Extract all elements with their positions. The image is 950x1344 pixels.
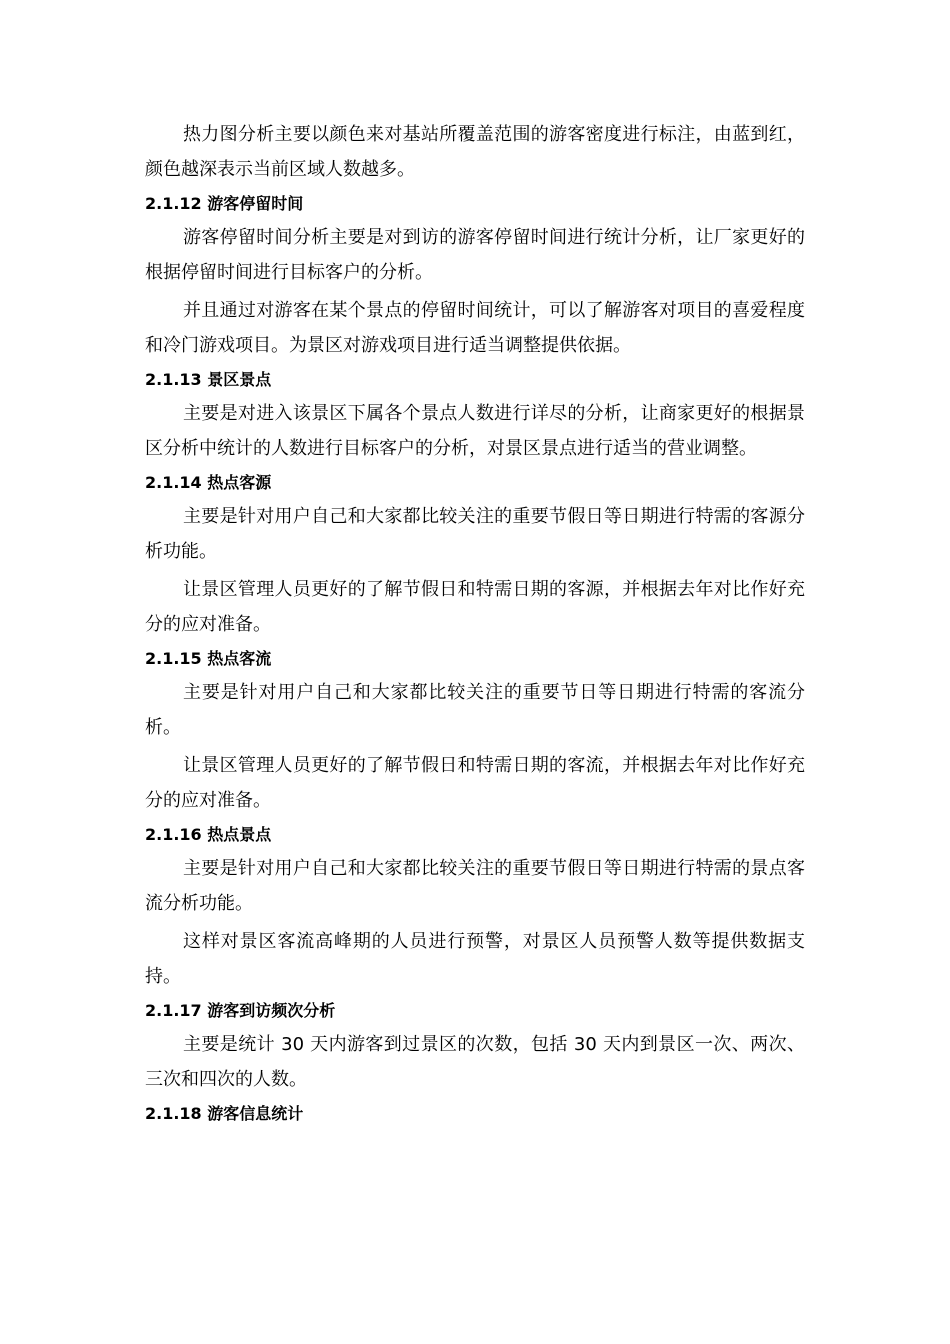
paragraph: 并且通过对游客在某个景点的停留时间统计，可以了解游客对项目的喜爱程度和冷门游戏项目。为景区对游戏项目进行适当调整提供依据。 [145,300,805,356]
section-heading-2-1-16: 2.1.16 热点景点 [145,825,272,844]
paragraph: 让景区管理人员更好的了解节假日和特需日期的客源，并根据去年对比作好充分的应对准备。 [145,579,805,635]
paragraph: 主要是针对用户自己和大家都比较关注的重要节日等日期进行特需的客流分析。 [145,682,805,738]
paragraph: 主要是针对用户自己和大家都比较关注的重要节假日等日期进行特需的客源分析功能。 [145,506,805,562]
paragraph: 热力图分析主要以颜色来对基站所覆盖范围的游客密度进行标注，由蓝到红，颜色越深表示当前区域人数越多。 [145,124,805,180]
section-heading-2-1-13: 2.1.13 景区景点 [145,370,272,389]
paragraph: 让景区管理人员更好的了解节假日和特需日期的客流，并根据去年对比作好充分的应对准备。 [145,755,805,811]
paragraph: 主要是针对用户自己和大家都比较关注的重要节假日等日期进行特需的景点客流分析功能。 [145,858,805,914]
document-body [145,117,805,1125]
section-heading-2-1-18: 2.1.18 游客信息统计 [145,1104,304,1123]
section-heading-2-1-15: 2.1.15 热点客流 [145,649,272,668]
paragraph: 主要是对进入该景区下属各个景点人数进行详尽的分析，让商家更好的根据景区分析中统计的人数进行目标客户的分析，对景区景点进行适当的营业调整。 [145,403,805,459]
paragraph: 这样对景区客流高峰期的人员进行预警，对景区人员预警人数等提供数据支持。 [145,931,805,987]
section-heading-2-1-12: 2.1.12 游客停留时间 [145,194,304,213]
paragraph: 游客停留时间分析主要是对到访的游客停留时间进行统计分析，让厂家更好的根据停留时间进行目标客户的分析。 [145,227,805,283]
section-heading-2-1-14: 2.1.14 热点客源 [145,473,272,492]
section-heading-2-1-17: 2.1.17 游客到访频次分析 [145,1001,336,1020]
paragraph: 主要是统计 30 天内游客到过景区的次数，包括 30 天内到景区一次、两次、三次和四次的人数。 [145,1034,805,1090]
